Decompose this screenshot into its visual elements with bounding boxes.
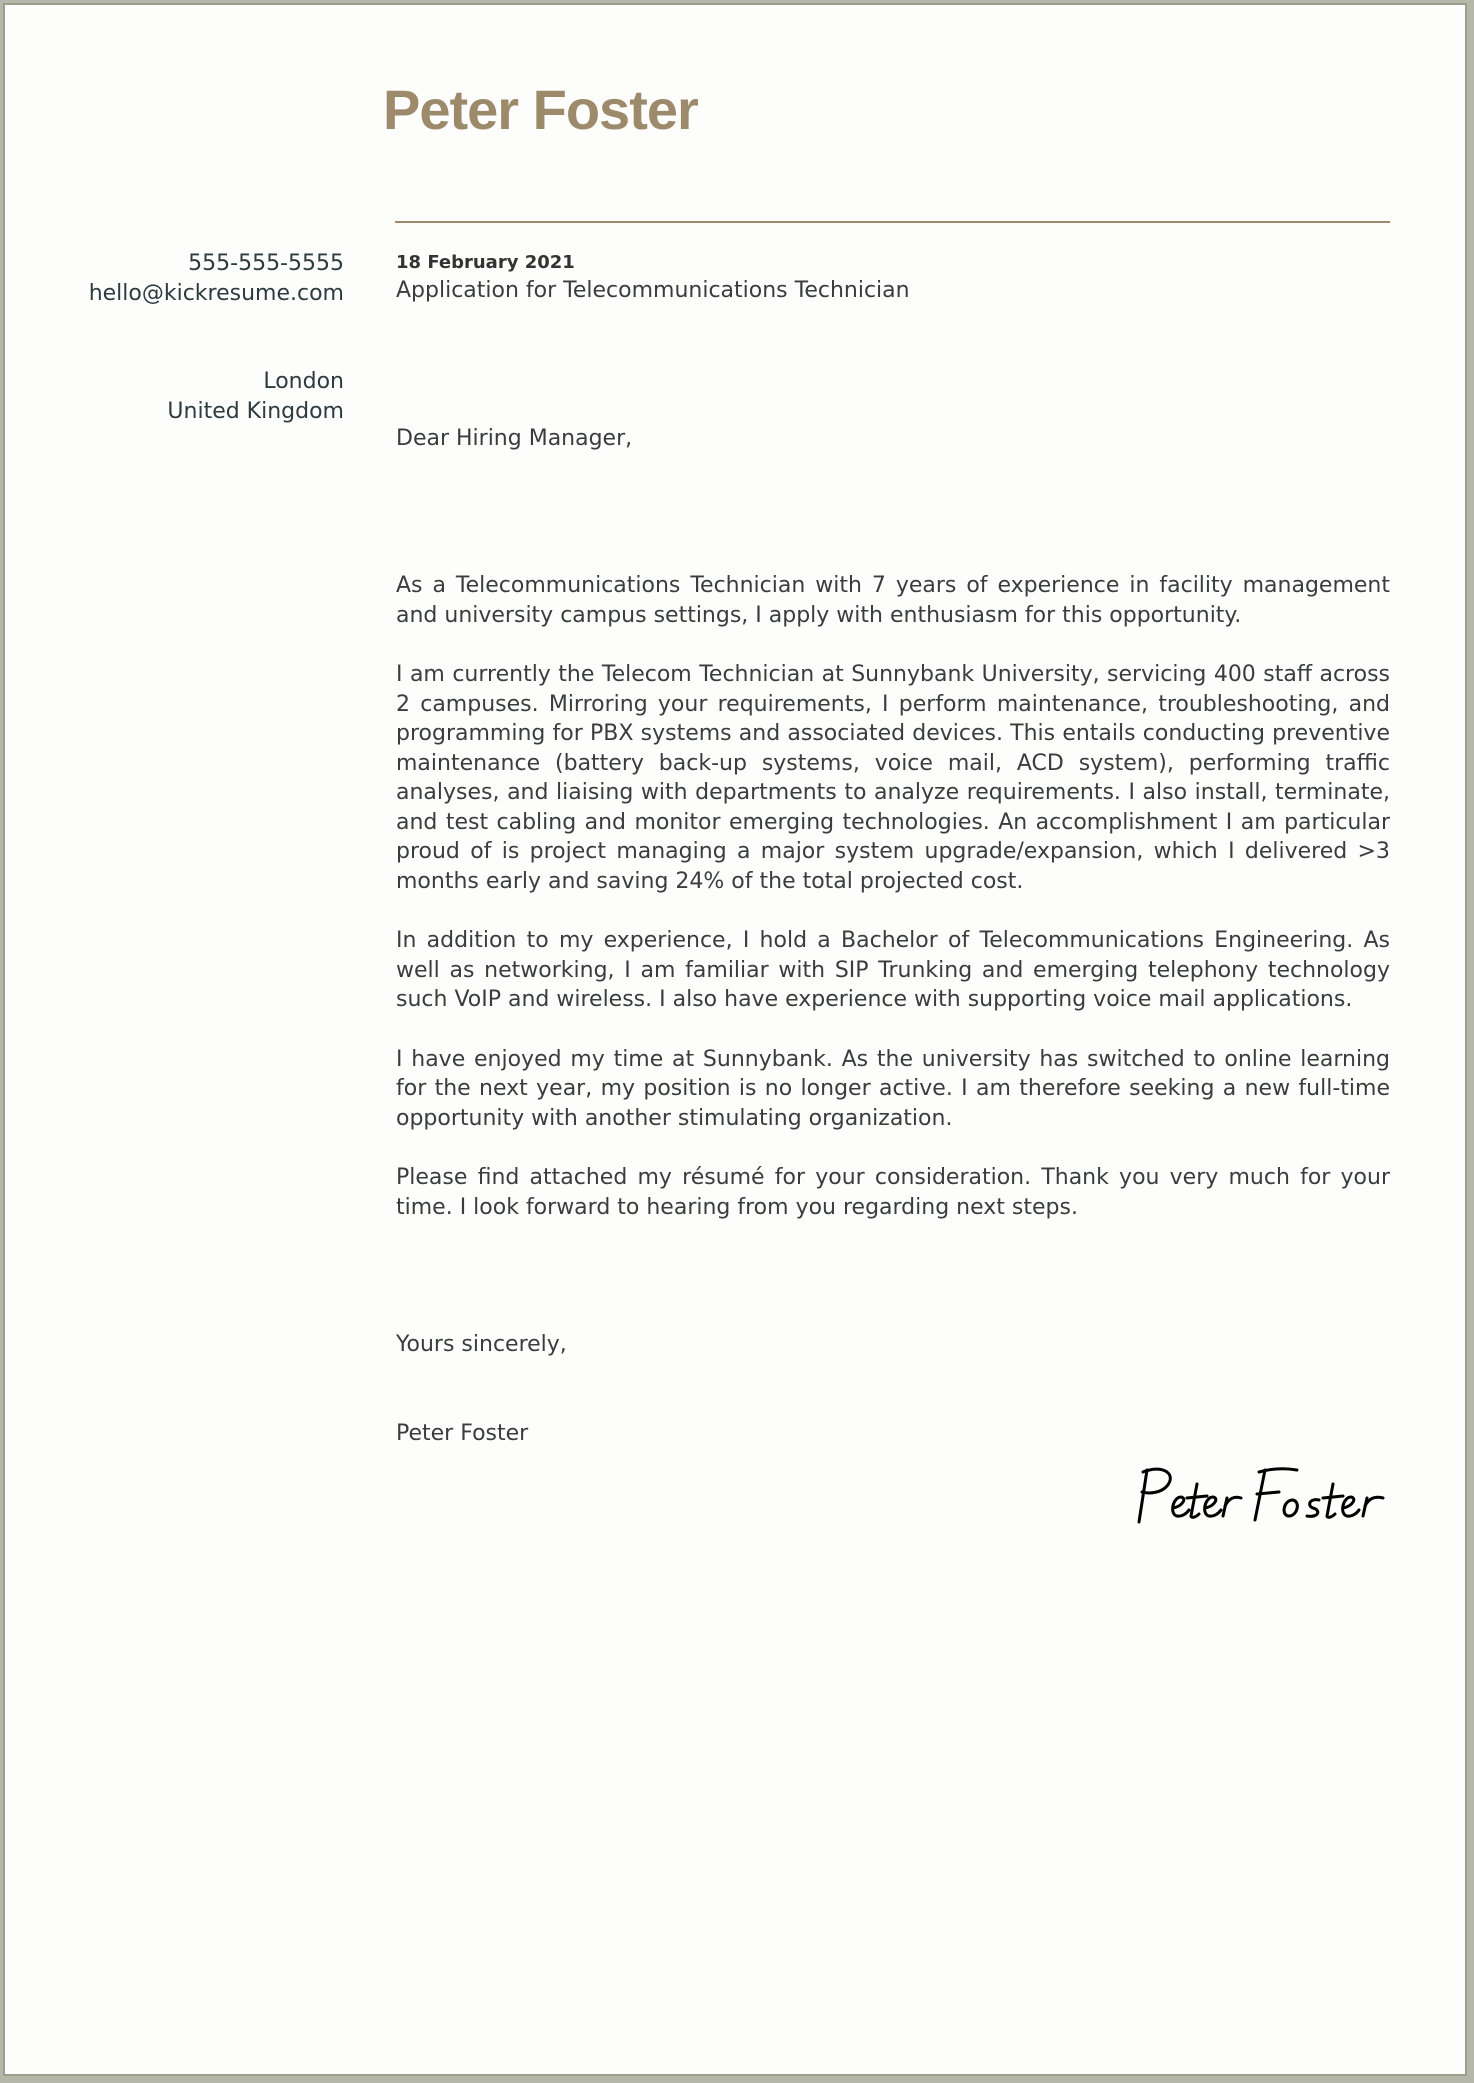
letter-closing: Yours sincerely, [396,1332,567,1357]
contact-email: hello@kickresume.com [88,281,344,306]
contact-block [89,249,344,427]
handwritten-signature [1133,1460,1393,1532]
header-divider [395,221,1390,223]
contact-spacer [89,309,344,367]
paragraph: Please find attached my résumé for your consideration. Thank you very much for your time. I look forward to hearing from you regarding next steps. [396,1165,1390,1220]
spacer [396,306,1390,424]
contact-city: London [263,369,344,394]
letter-page [3,3,1467,2076]
paragraph: I am currently the Telecom Technician at Sunnybank University, servicing 400 staff across 2 campuses. Mirroring your requirements, I perform maintenance, troubleshooting, and programming for PBX systems and associated devices. This entails conducting preventive maintenance (battery back-up systems, voice mail, ACD system), performing traffic analyses, and liaising with departments to analyze requirements. I also install, terminate, and test cabling and monitor emerging technologies. An accomplishment I am particular proud of is project managing a major system upgrade/expansion, which I delivered >3 months early and saving 24% of the total projected cost. [396,662,1390,894]
paragraph: I have enjoyed my time at Sunnybank. As the university has switched to online learning for the next year, my position is no longer active. I am therefore seeking a new full-time opportunity with another stimulating organization. [396,1046,1390,1131]
contact-country: United Kingdom [167,399,344,424]
letter-subject: Application for Telecommunications Technician [396,278,910,303]
spacer [396,1252,1390,1330]
letter-date: 18 February 2021 [396,252,575,273]
paragraph: As a Telecommunications Technician with 7 years of experience in facility management and university campus settings, I apply with enthusiasm for this opportunity. [396,573,1390,628]
spacer [396,453,1390,571]
letter-greeting: Dear Hiring Manager, [396,425,633,451]
letter-body [396,250,1390,1448]
paragraph: In addition to my experience, I hold a Bachelor of Telecommunications Engineering. As well as networking, I am familiar with SIP Trunking and emerging telephony technology such VoIP and wireless. I also have experience with supporting voice mail applications. [396,928,1390,1012]
letter-signoff-name: Peter Foster [396,1420,529,1446]
contact-phone: 555-555-5555 [188,251,344,276]
sender-name: Peter Foster [383,78,698,141]
spacer [396,1360,1390,1419]
